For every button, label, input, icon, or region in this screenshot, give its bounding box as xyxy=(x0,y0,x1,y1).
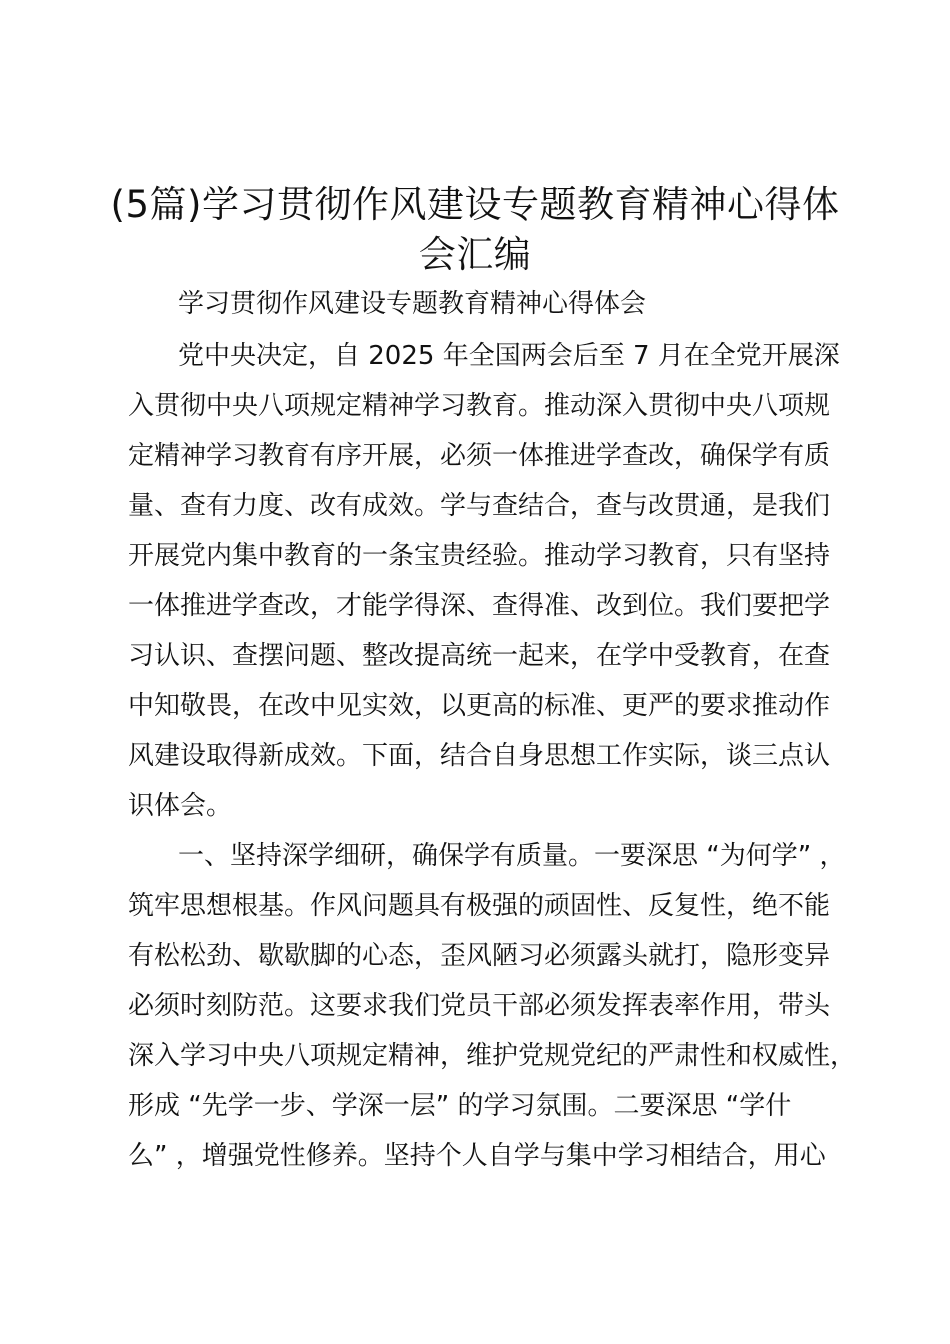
body-line: 风建设取得新成效。下面，结合自身思想工作实际，谈三点认 xyxy=(128,741,831,771)
body-line: 么” ，增强党性修养。坚持个人自学与集中学习相结合，用心 xyxy=(128,1141,826,1171)
body-line: 党中央决定，自 2025 年全国两会后至 7 月在全党开展深 xyxy=(178,341,840,371)
body-line: 深入学习中央八项规定精神，维护党规党纪的严肃性和权威性， xyxy=(128,1041,857,1071)
article-subtitle: 学习贯彻作风建设专题教育精神心得体会 xyxy=(178,289,647,319)
body-line: 筑牢思想根基。作风问题具有极强的顽固性、反复性，绝不能 xyxy=(128,891,831,921)
body-line: 量、查有力度、改有成效。学与查结合，查与改贯通，是我们 xyxy=(128,491,831,521)
body-line: 有松松劲、歇歇脚的心态，歪风陋习必须露头就打，隐形变异 xyxy=(128,941,831,971)
body-line: 识体会。 xyxy=(128,791,233,821)
body-line: 入贯彻中央八项规定精神学习教育。推动深入贯彻中央八项规 xyxy=(128,391,831,421)
title-line-1: (5篇)学习贯彻作风建设专题教育精神心得体 xyxy=(110,183,840,226)
body-line: 一、坚持深学细研，确保学有质量。一要深思 “为何学” ， xyxy=(178,841,846,871)
title-line-2: 会汇编 xyxy=(418,233,532,276)
body-line: 中知敬畏，在改中见实效，以更高的标准、更严的要求推动作 xyxy=(128,691,831,721)
body-line: 习认识、查摆问题、整改提高统一起来，在学中受教育，在查 xyxy=(128,641,831,671)
body-line: 定精神学习教育有序开展，必须一体推进学查改，确保学有质 xyxy=(128,441,831,471)
body-line: 必须时刻防范。这要求我们党员干部必须发挥表率作用，带头 xyxy=(128,991,831,1021)
body-line: 形成 “先学一步、学深一层” 的学习氛围。二要深思 “学什 xyxy=(128,1091,792,1121)
body-line: 开展党内集中教育的一条宝贵经验。推动学习教育，只有坚持 xyxy=(128,541,831,571)
document-title xyxy=(110,180,840,280)
body-line: 一体推进学查改，才能学得深、查得准、改到位。我们要把学 xyxy=(128,591,831,621)
